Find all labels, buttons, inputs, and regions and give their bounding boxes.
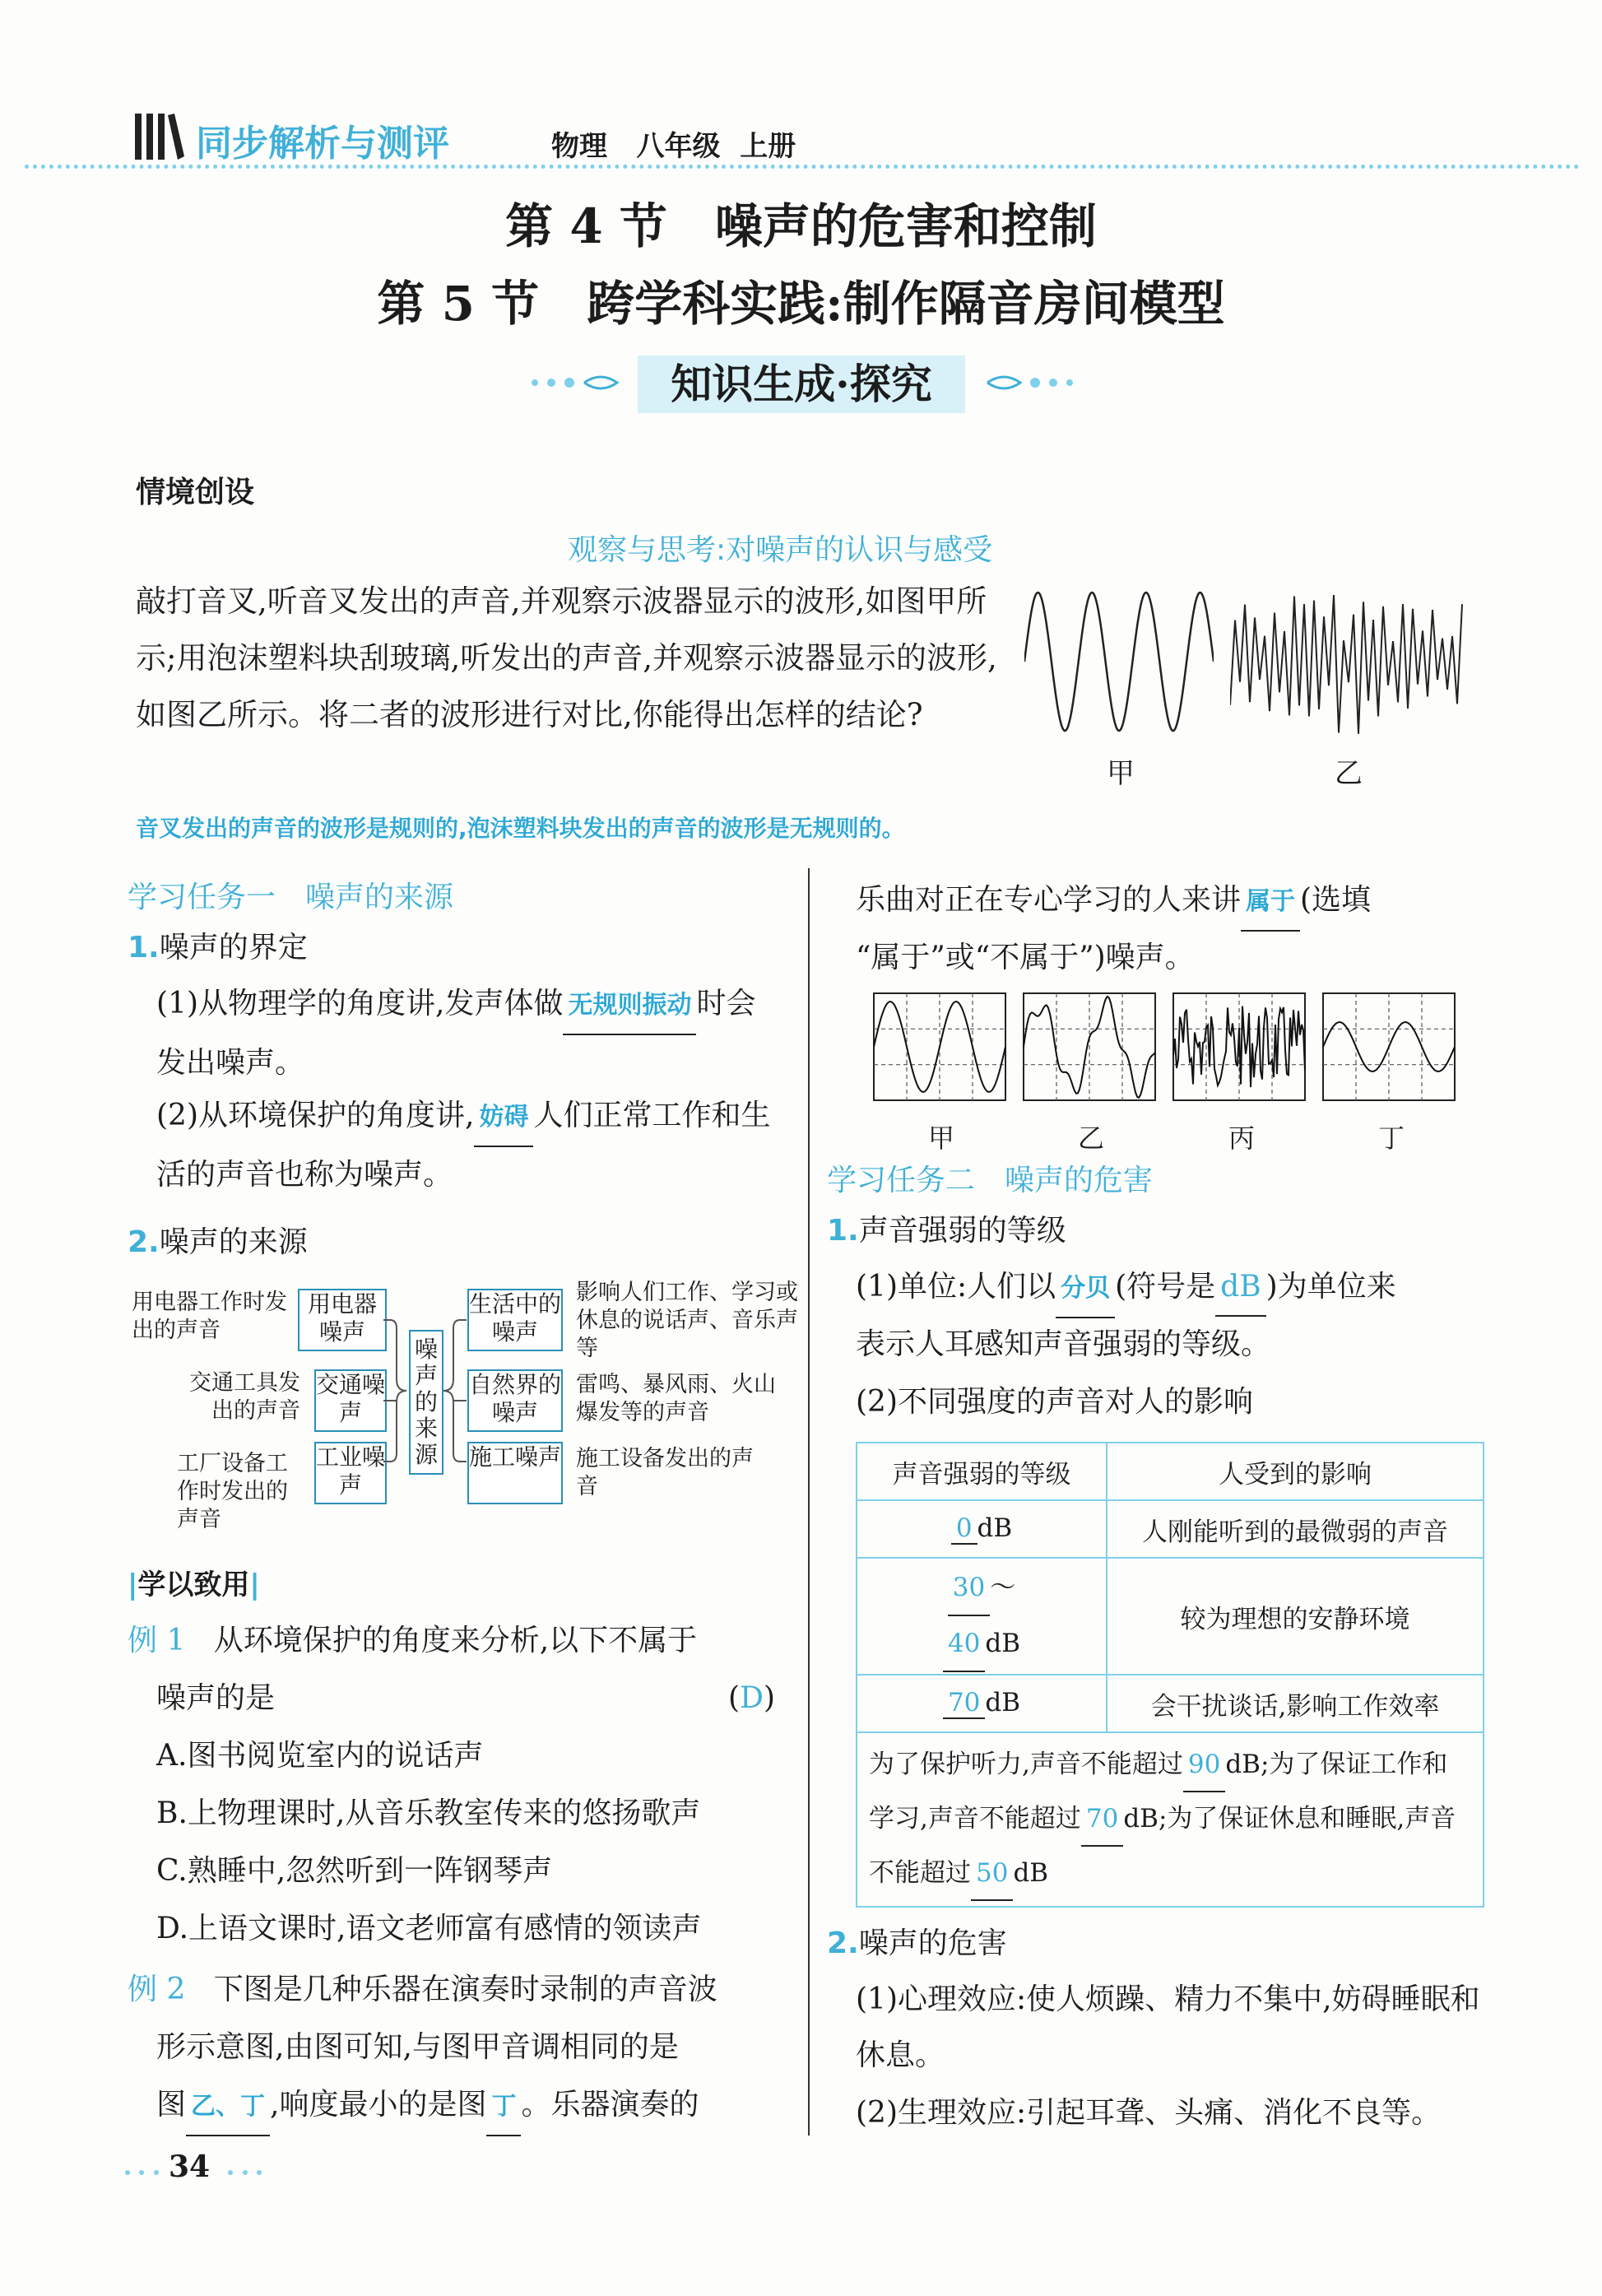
map-right-box-1: 生活中的噪声 <box>467 1289 563 1351</box>
table-note <box>857 1732 1484 1907</box>
map-center: 噪声的来源 <box>409 1330 443 1475</box>
banner-text: 知识生成·探究 <box>671 360 932 408</box>
ex2-line3-pre: 图 <box>156 2088 187 2122</box>
apply-text: 学以致用 <box>137 1569 250 1601</box>
task2-effect-title: (2)不同强度的声音对人的影响 <box>856 1385 1253 1419</box>
instrument-wave-yi <box>1024 993 1155 1100</box>
ex2-line2: 形示意图,由图可知,与图甲音调相同的是 <box>156 2030 679 2064</box>
note-value-2: 70 <box>1081 1792 1123 1847</box>
q1-title: 噪声的界定 <box>159 931 308 964</box>
table-row <box>857 1500 1484 1558</box>
scenario-answer: 音叉发出的声音的波形是规则的,泡沫塑料块发出的声音的波形是无规则的。 <box>136 815 905 842</box>
wave-label-yi: 乙 <box>1078 1122 1105 1154</box>
db-table-wrap <box>856 1442 1488 1908</box>
ex1-stem1: 从环境保护的角度来分析,以下不属于 <box>213 1624 698 1657</box>
wave-label-bing: 丙 <box>1228 1122 1256 1154</box>
unit-post: )为单位来 <box>1265 1270 1396 1304</box>
q1b-answer: 妨碍 <box>474 1090 533 1147</box>
ex1-line1 <box>128 1613 697 1669</box>
level-value: 70 <box>943 1688 985 1719</box>
level-value-low: 30 <box>948 1560 990 1616</box>
ex2-stem1: 下图是几种乐器在演奏时录制的声音波 <box>213 1973 717 2006</box>
note-post: dB <box>1013 1858 1049 1888</box>
ex1-stem2: 噪声的是 <box>156 1681 276 1715</box>
ex2-line1 <box>128 1962 717 2018</box>
header-logo <box>132 109 186 163</box>
ex1-answer: D <box>740 1681 764 1715</box>
task1-q1 <box>128 920 308 976</box>
ex1-answer-bracket: (D) <box>728 1681 775 1715</box>
map-left-box-2: 交通噪声 <box>314 1369 387 1432</box>
label-yi: 乙 <box>1335 757 1363 790</box>
instrument-wave-ding <box>1323 993 1455 1100</box>
map-right-desc-3: 施工设备发出的声音 <box>576 1446 754 1499</box>
ex2-label: 例 2 <box>128 1973 186 2006</box>
wave-label-jia: 甲 <box>928 1122 955 1154</box>
level-unit: dB <box>977 1513 1013 1543</box>
page-number-dots <box>123 2164 263 2173</box>
header-series: 同步解析与测评 <box>196 123 449 165</box>
banner-knowledge <box>638 356 965 413</box>
banner-ornament-right <box>971 370 1078 395</box>
q1b-pre: (2)从环境保护的角度讲, <box>156 1099 475 1132</box>
q1a-post: 时会发出噪声。 <box>156 987 756 1080</box>
ex2-line3 <box>156 2077 699 2136</box>
ex1-option-a: A.图书阅览室内的说话声 <box>156 1739 484 1773</box>
header-volume: 上册 <box>740 130 796 163</box>
page-number: 34 <box>169 2150 211 2184</box>
th-level: 声音强弱的等级 <box>857 1443 1107 1500</box>
effect-cell: 会干扰谈话,影响工作效率 <box>1107 1675 1484 1732</box>
q1b-post: 人们正常工作和生活的声音也称为噪声。 <box>156 1099 771 1192</box>
instrument-wave-jia <box>874 993 1005 1100</box>
task1-q1b <box>156 1088 794 1203</box>
effect-cell: 较为理想的安静环境 <box>1107 1558 1484 1675</box>
ex2-line3-mid: ,响度最小的是图 <box>270 2088 487 2122</box>
db-table-header <box>857 1443 1484 1500</box>
ex1-label: 例 1 <box>128 1624 186 1657</box>
wave-label-ding: 丁 <box>1378 1122 1405 1154</box>
note-mid1: dB;为了保证工作和学习,声音不能超过 <box>869 1750 1448 1834</box>
header-dotted-rule <box>25 165 1580 169</box>
task1-q1a <box>156 976 782 1091</box>
map-right-box-2: 自然界的噪声 <box>467 1369 563 1432</box>
level-value-high: 40 <box>943 1616 985 1672</box>
label-jia: 甲 <box>1107 757 1135 790</box>
map-brace-right <box>442 1308 467 1473</box>
ex2-line3-post: 。乐器演奏的 <box>521 2088 699 2122</box>
q2-title: 噪声的来源 <box>159 1225 308 1259</box>
ex2-answer-2: 丁 <box>486 2079 521 2136</box>
task2-unit-line1 <box>856 1259 1396 1318</box>
map-left-box-3: 工业噪声 <box>314 1442 387 1504</box>
map-right-desc-1: 影响人们工作、学习或休息的说话声、音乐声等 <box>576 1280 798 1361</box>
map-right-desc-2: 雷鸣、暴风雨、火山爆发等的声音 <box>576 1372 776 1425</box>
map-right-box-3: 施工噪声 <box>467 1442 563 1504</box>
table-note-row <box>857 1732 1484 1907</box>
instrument-waves <box>872 992 1465 1107</box>
level-unit: dB <box>985 1688 1021 1717</box>
note-pre: 为了保护听力,声音不能超过 <box>869 1750 1183 1779</box>
level-range-sep: ～ <box>990 1573 1016 1602</box>
ex2-cont-post: (选填 <box>1300 883 1372 917</box>
waveform-jia <box>1024 586 1214 738</box>
unit-pre: (1)单位:人们以 <box>856 1270 1056 1304</box>
q1a-answer: 无规则振动 <box>563 978 696 1035</box>
level-cell <box>857 1675 1107 1732</box>
map-brace-left <box>383 1308 408 1473</box>
map-left-box-1: 用电器噪声 <box>298 1289 387 1351</box>
ex2-answer-1: 乙、丁 <box>186 2079 270 2136</box>
q1a-pre: (1)从物理学的角度讲,发声体做 <box>156 987 564 1020</box>
unit-answer: 分贝 <box>1056 1261 1115 1318</box>
section-title-5: 第 5 节 跨学科实践:制作隔音房间模型 <box>377 276 1225 332</box>
unit-symbol: dB <box>1215 1259 1266 1317</box>
instrument-wave-bing <box>1173 993 1305 1100</box>
t2-q1-number: 1. <box>827 1214 859 1248</box>
ex2-cont-line2: “属于”或“不属于”)噪声。 <box>856 941 1195 974</box>
ex1-option-d: D.上语文课时,语文老师富有感情的领读声 <box>156 1912 702 1945</box>
task2-unit-line2: 表示人耳感知声音强弱的等级。 <box>856 1327 1271 1361</box>
observe-title: 观察与思考:对噪声的认识与感受 <box>568 533 993 567</box>
t2-q1-title: 声音强弱的等级 <box>858 1214 1066 1248</box>
task2-q1 <box>827 1203 1066 1259</box>
note-value-1: 90 <box>1183 1738 1225 1792</box>
map-left-desc-3: 工厂设备工作时发出的声音 <box>177 1451 288 1532</box>
level-cell <box>857 1500 1107 1558</box>
note-value-3: 50 <box>971 1847 1013 1901</box>
t2-q2-number: 2. <box>827 1927 859 1960</box>
header-subject <box>551 123 796 164</box>
harm-2: (2)生理效应:引起耳聋、头痛、消化不良等。 <box>856 2096 1442 2130</box>
note-mid2: dB;为了保证休息和睡眠,声音不能超过 <box>869 1804 1456 1888</box>
level-value: 0 <box>951 1513 977 1545</box>
ex1-option-b: B.上物理课时,从音乐教室传来的悠扬歌声 <box>156 1796 701 1830</box>
banner-ornament-left <box>527 370 634 395</box>
ex2-cont-pre: 乐曲对正在专心学习的人来讲 <box>856 883 1242 917</box>
harm-1: (1)心理效应:使人烦躁、精力不集中,妨碍睡眠和休息。 <box>856 1982 1480 2072</box>
t2-q2-title: 噪声的危害 <box>858 1927 1007 1960</box>
q2-number: 2. <box>128 1225 160 1259</box>
ex2-answer-3: 属于 <box>1241 874 1300 932</box>
ex1-option-c: C.熟睡中,忽然听到一阵钢琴声 <box>156 1854 553 1888</box>
waveform-yi <box>1230 584 1465 741</box>
task2-title: 学习任务二 噪声的危害 <box>827 1164 1154 1197</box>
effect-cell: 人刚能听到的最微弱的声音 <box>1107 1500 1484 1558</box>
apply-tag: |学以致用| <box>128 1569 260 1601</box>
q1-number: 1. <box>128 931 160 964</box>
map-left-desc-2: 交通工具发出的声音 <box>189 1370 300 1424</box>
db-table <box>856 1442 1484 1908</box>
unit-mid: (符号是 <box>1115 1270 1216 1304</box>
task1-title: 学习任务一 噪声的来源 <box>128 881 454 914</box>
level-cell <box>857 1558 1107 1675</box>
table-row <box>857 1558 1484 1675</box>
task1-q2 <box>128 1215 308 1271</box>
header-grade: 八年级 <box>636 130 721 163</box>
task2-q2 <box>827 1916 1007 1972</box>
ex2-cont-line1 <box>856 872 1371 932</box>
table-row <box>857 1675 1484 1732</box>
scenario-text: 敲打音叉,听音叉发出的声音,并观察示波器显示的波形,如图甲所示;用泡沫塑料块刮玻璃,听发出的声音,并观察示波器显示的波形,如图乙所示。将二者的波形进行对比,你能得出怎样的结论? <box>136 583 997 732</box>
th-effect: 人受到的影响 <box>1107 1443 1484 1500</box>
section-title-4: 第 4 节 噪声的危害和控制 <box>505 198 1097 254</box>
header-subject-text: 物理 <box>551 130 607 163</box>
map-left-desc-1: 用电器工作时发出的声音 <box>132 1290 287 1343</box>
level-unit: dB <box>985 1629 1021 1658</box>
column-divider <box>808 868 810 2136</box>
ex1-line2 <box>156 1671 775 1727</box>
scenario-heading: 情境创设 <box>136 476 255 509</box>
